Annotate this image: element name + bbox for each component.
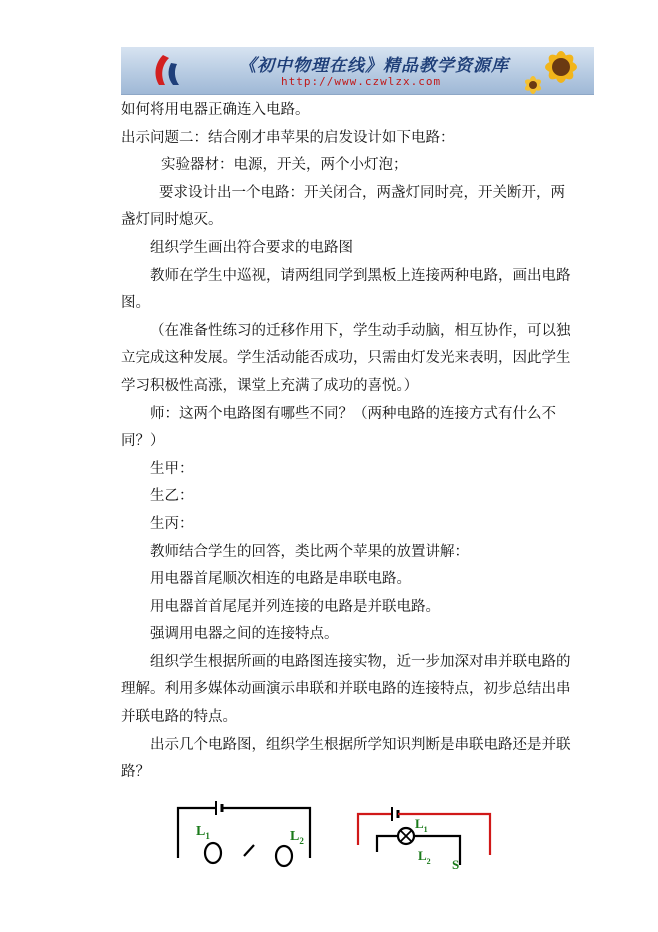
paragraph-line: 教师结合学生的回答，类比两个苹果的放置讲解： <box>150 543 469 560</box>
paragraph-line: 生甲： <box>150 460 194 477</box>
paragraph-line: 生乙： <box>150 488 194 505</box>
document-body <box>121 97 599 787</box>
paragraph-line: 并联电路的特点。 <box>121 709 237 726</box>
paragraph-line: 用电器首首尾尾并列连接的电路是并联电路。 <box>150 598 440 615</box>
paragraph-line: 师：这两个电路图有哪些不同？（两种电路的连接方式有什么不 <box>150 405 556 422</box>
paragraph-line: 强调用电器之间的连接特点。 <box>150 626 339 643</box>
paragraph-line: 同？） <box>121 433 165 450</box>
open-switch <box>244 845 254 856</box>
wire-red-left <box>358 814 392 845</box>
switch-s-label: S <box>452 857 460 872</box>
paragraph-line: 出示几个电路图，组织学生根据所学知识判断是串联电路还是并联 <box>150 736 571 753</box>
lamp2-l2-label: $L_2$ <box>418 848 431 866</box>
paragraph-line: 组织学生根据所画的电路图连接实物，近一步加深对串并联电路的 <box>150 653 571 670</box>
lamp-l1-label: $L_1$ <box>196 824 210 841</box>
paragraph-line: 生丙： <box>150 515 194 532</box>
paragraph-line: 路？ <box>121 764 150 781</box>
paragraph-line: 出示问题二：结合刚才串苹果的启发设计如下电路： <box>121 129 455 146</box>
paragraph-line: 实验器材：电源，开关，两个小灯泡； <box>161 157 408 174</box>
paragraph-line: 盏灯同时熄灭。 <box>121 212 223 229</box>
banner-title: 《初中物理在线》精品教学资源库 <box>239 56 509 76</box>
lamp2-l1-label: $L_1$ <box>415 816 428 834</box>
banner-url: http://www.czwlzx.com <box>281 75 442 88</box>
paragraph-line: 教师在学生中巡视，请两组同学到黑板上连接两种电路，画出电路 <box>150 267 571 284</box>
paragraph-line: 组织学生画出符合要求的电路图 <box>150 239 353 256</box>
circuit-diagrams <box>170 800 510 880</box>
lamp-l2-label: $L_2$ <box>290 829 304 846</box>
logo-icon <box>149 53 189 89</box>
lamp-l1 <box>205 843 221 863</box>
wire-red-right <box>398 814 490 855</box>
paragraph-line: 理解。利用多媒体动画演示串联和并联电路的连接特点，初步总结出串 <box>121 681 571 698</box>
lamp-l2 <box>276 846 292 866</box>
paragraph-line: 如何将用电器正确连入电路。 <box>121 102 310 118</box>
sunflower-icon <box>523 47 593 95</box>
paragraph-line: 学习积极性高涨，课堂上充满了成功的喜悦。） <box>121 377 419 394</box>
header-banner <box>121 47 594 95</box>
paragraph-line: 图。 <box>121 295 150 312</box>
paragraph-line: 用电器首尾顺次相连的电路是串联电路。 <box>150 571 411 588</box>
paragraph-line: 要求设计出一个电路：开关闭合，两盏灯同时亮，开关断开，两 <box>159 184 565 201</box>
wire-branch-top <box>377 836 398 852</box>
paragraph-line: （在准备性练习的迁移作用下，学生动手动脑，相互协作，可以独 <box>150 322 571 339</box>
paragraph-line: 立完成这种发展。学生活动能否成功，只需由灯发光来表明，因此学生 <box>121 350 571 367</box>
